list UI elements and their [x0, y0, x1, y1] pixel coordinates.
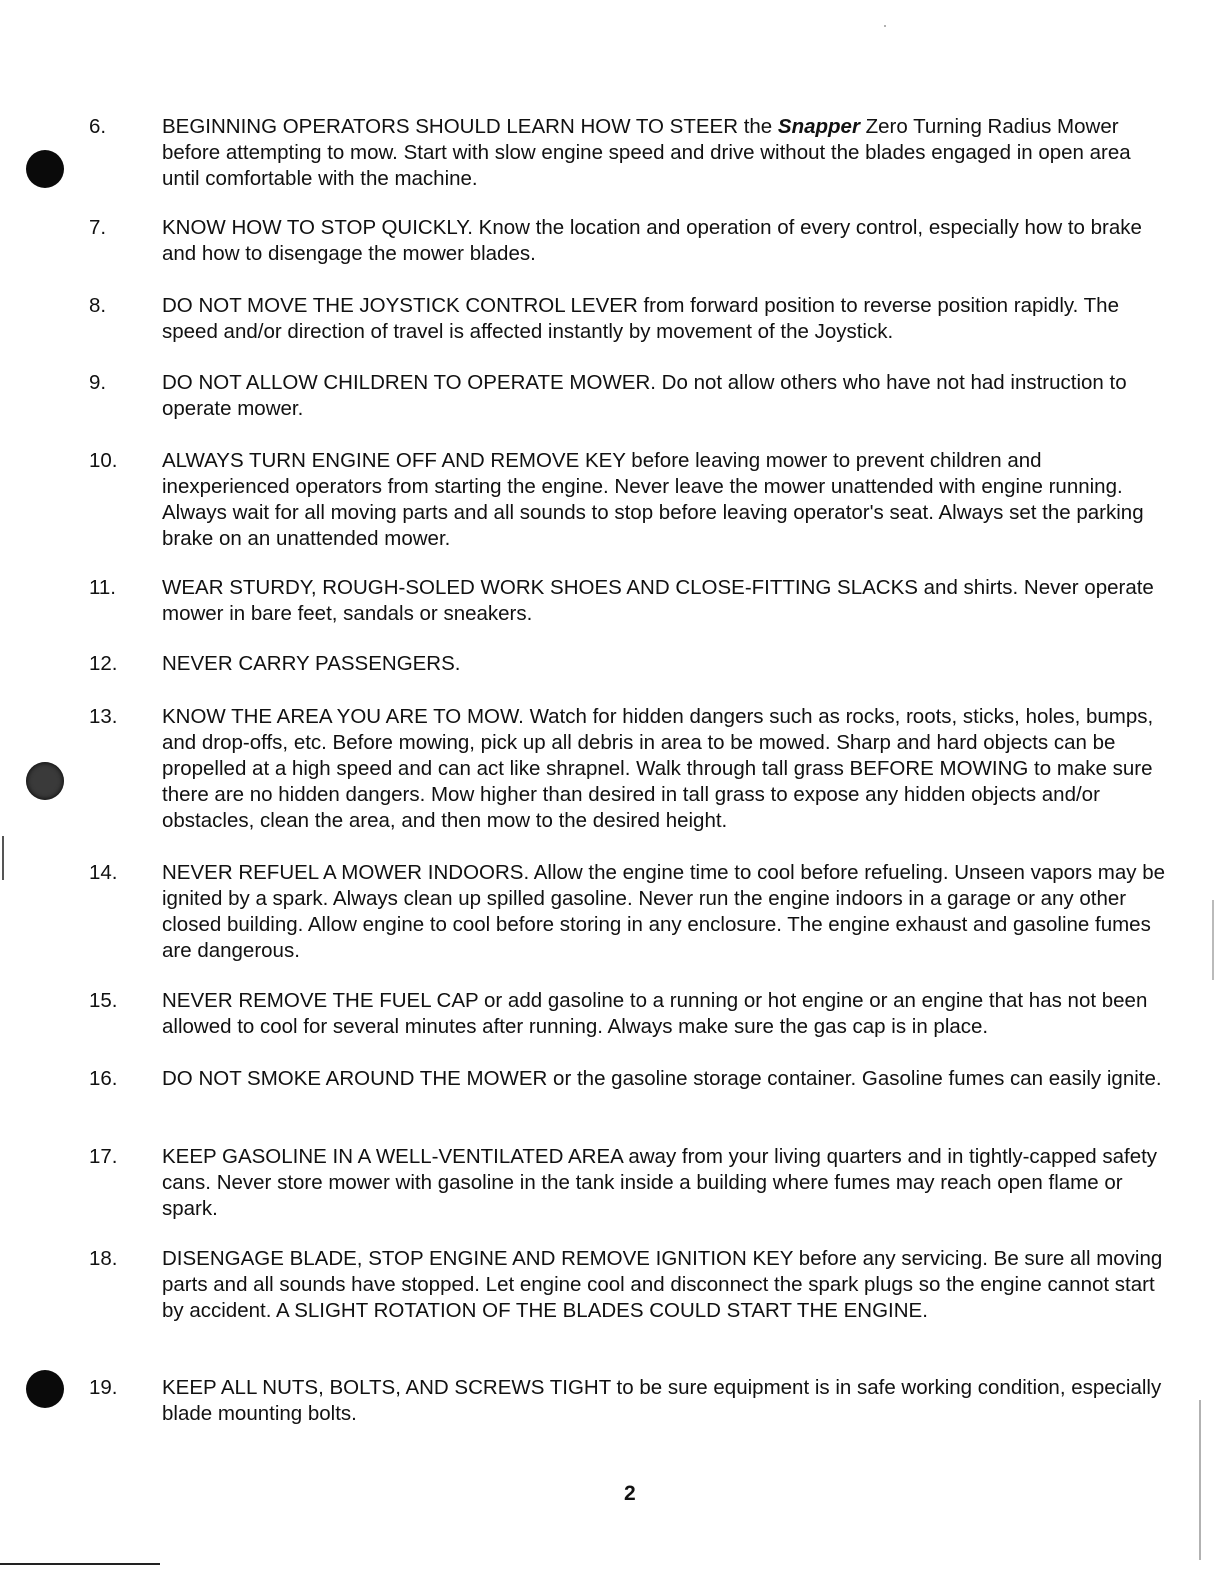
item-number: 17.	[89, 1145, 118, 1168]
item-number: 12.	[89, 652, 118, 675]
page-number: 2	[624, 1482, 636, 1505]
item-number: 10.	[89, 449, 118, 472]
item-number: 6.	[89, 115, 107, 138]
item-text: BEGINNING OPERATORS SHOULD LEARN HOW TO STEER the Snapper Zero Turning Radius Mower before attempting to mow. Start with slow engine speed and drive without the blades engaged in open area until comfortable with the machine.	[162, 115, 1131, 190]
item-number: 16.	[89, 1067, 118, 1090]
item-text: ALWAYS TURN ENGINE OFF AND REMOVE KEY before leaving mower to prevent children and inexperienced operators from starting the engine. Never leave the mower unattended with engine running. Always wait for all moving parts and all sounds to stop before leaving operator's seat. Always set the parking brake on an unattended mower.	[162, 449, 1144, 550]
item-text: WEAR STURDY, ROUGH-SOLED WORK SHOES AND CLOSE-FITTING SLACKS and shirts. Never operate mower in bare feet, sandals or sneakers.	[162, 576, 1154, 625]
item-number: 9.	[89, 371, 107, 394]
item-number: 19.	[89, 1376, 118, 1399]
item-text: DO NOT MOVE THE JOYSTICK CONTROL LEVER from forward position to reverse position rapidly. The speed and/or direction of travel is affected instantly by movement of the Joystick.	[162, 294, 1119, 343]
item-text: DO NOT ALLOW CHILDREN TO OPERATE MOWER. Do not allow others who have not had instruction to operate mower.	[162, 371, 1127, 420]
item-text: NEVER REMOVE THE FUEL CAP or add gasoline to a running or hot engine or an engine that has not been allowed to cool for several minutes after running. Always make sure the gas cap is in place.	[162, 989, 1148, 1038]
item-text: KNOW HOW TO STOP QUICKLY. Know the location and operation of every control, especially how to brake and how to disengage the mower blades.	[162, 216, 1142, 265]
item-text: KNOW THE AREA YOU ARE TO MOW. Watch for hidden dangers such as rocks, roots, sticks, holes, bumps, and drop-offs, etc. Before mowing, pick up all debris in area to be mowed. Sharp and hard objects can be propelled at a high speed and can act like shrapnel. Walk through tall grass BEFORE MOWING to make sure there are no hidden dangers. Mow higher than desired in tall grass to expose any hidden objects and/or obstacles, clean the area, and then mow to the desired height.	[162, 705, 1154, 832]
item-number: 14.	[89, 861, 118, 884]
brand-name: Snapper	[777, 115, 860, 138]
item-number: 7.	[89, 216, 107, 239]
item-text: DO NOT SMOKE AROUND THE MOWER or the gasoline storage container. Gasoline fumes can easily ignite.	[162, 1067, 1162, 1090]
item-text: KEEP ALL NUTS, BOLTS, AND SCREWS TIGHT to be sure equipment is in safe working condition, especially blade mounting bolts.	[162, 1376, 1162, 1425]
item-text: NEVER CARRY PASSENGERS.	[162, 652, 461, 675]
item-number: 11.	[89, 576, 116, 599]
item-text: DISENGAGE BLADE, STOP ENGINE AND REMOVE IGNITION KEY before any servicing. Be sure all moving parts and all sounds have stopped. Let engine cool and disconnect the spark plugs so the engine cannot start by accident. A SLIGHT ROTATION OF THE BLADES COULD START THE ENGINE.	[162, 1247, 1163, 1322]
item-text: KEEP GASOLINE IN A WELL-VENTILATED AREA away from your living quarters and in tightly-capped safety cans. Never store mower with gasoline in the tank inside a building where fumes may reach open flame or spark.	[162, 1145, 1158, 1220]
item-number: 15.	[89, 989, 118, 1012]
item-number: 8.	[89, 294, 107, 317]
divider	[0, 1563, 160, 1565]
item-number: 13.	[89, 705, 118, 728]
item-text: NEVER REFUEL A MOWER INDOORS. Allow the engine time to cool before refueling. Unseen vapors may be ignited by a spark. Always clean up spilled gasoline. Never run the engine indoors in a garage or any other closed building. Allow engine to cool before storing in any enclosure. The engine exhaust and gasoline fumes are dangerous.	[162, 861, 1166, 962]
item-number: 18.	[89, 1247, 118, 1270]
